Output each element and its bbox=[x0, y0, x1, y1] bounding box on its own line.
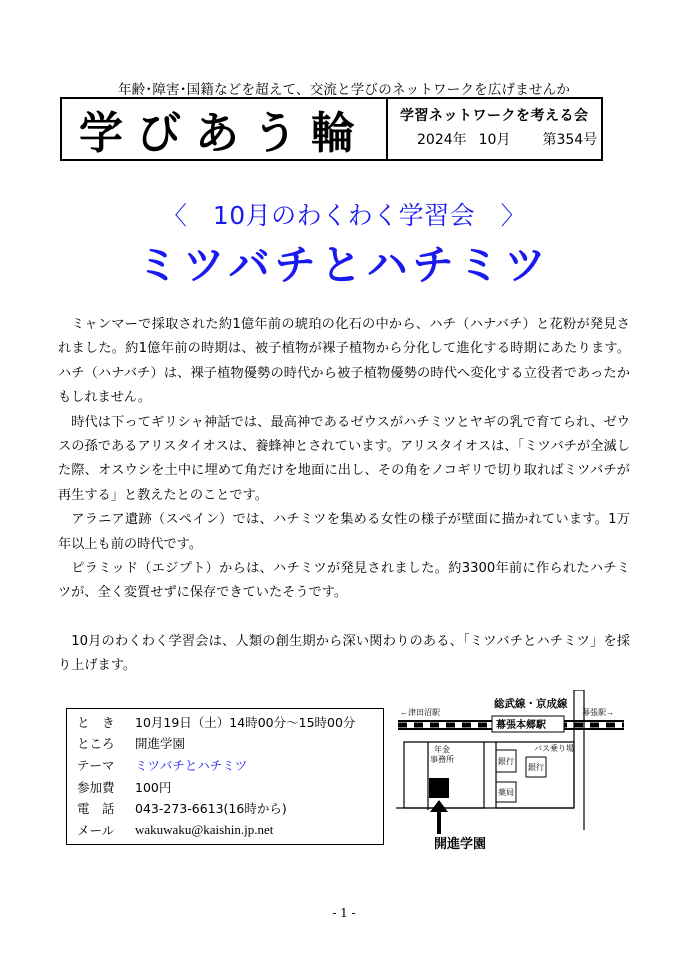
page-number: - 1 - bbox=[332, 906, 356, 920]
info-row-theme bbox=[77, 754, 383, 776]
map-pharmacy-label: 薬局 bbox=[498, 788, 514, 797]
article-paragraph: ピラミッド（エジプト）からは、ハチミツが発見されました。約3300年前に作られたハチミツが、全く変質せずに保存できていたそうです。 bbox=[58, 561, 630, 601]
info-value: 043-273-6613(16時から) bbox=[135, 801, 287, 817]
map-bus-stop-label: バス乗り場 bbox=[534, 744, 574, 753]
map-pension-office-label: 事務所 bbox=[430, 755, 454, 764]
map-pension-office-label: 年金 bbox=[434, 745, 450, 754]
info-row-date bbox=[77, 711, 383, 733]
school-building-marker bbox=[429, 778, 449, 798]
article-paragraph: ミャンマーで採取された約1億年前の琥珀の化石の中から、ハチ（ハナバチ）と花粉が発見されました。約1億年前の時期は、被子植物が裸子植物から分化して進化する時期にあたります。ハチ（ハナバチ）は、裸子植物優勢の時代から被子植物優勢の時代へ変化する立役者であったかもしれません。 bbox=[58, 317, 630, 406]
event-info-box bbox=[66, 708, 384, 845]
info-value: 開進学園 bbox=[135, 736, 186, 752]
map-line-name: 総武線・京成線 bbox=[494, 698, 568, 710]
info-label: 電 話 bbox=[77, 801, 115, 817]
info-label: メール bbox=[77, 822, 115, 838]
issue-line bbox=[400, 129, 601, 149]
article-paragraph: アラニア遺跡（スペイン）では、ハチミツを集める女性の様子が壁面に描かれています。1万年以上も前の時代です。 bbox=[58, 512, 630, 552]
organization-name: 学習ネットワークを考える会 bbox=[400, 108, 589, 124]
issue-year: 2024年 bbox=[417, 132, 467, 148]
info-row-phone bbox=[77, 797, 383, 819]
paragraph-spacer bbox=[58, 606, 630, 630]
masthead bbox=[60, 97, 603, 161]
map-bank-label: 銀行 bbox=[498, 757, 514, 766]
info-value: wakuwaku@kaishin.jp.net bbox=[135, 821, 274, 837]
access-map bbox=[396, 690, 626, 850]
info-row-fee bbox=[77, 776, 383, 798]
info-label: テーマ bbox=[77, 757, 115, 773]
event-headline: 〈 10月のわくわく学習会 〉 bbox=[161, 201, 527, 230]
info-label: と き bbox=[77, 714, 115, 730]
info-label: ところ bbox=[77, 736, 115, 752]
info-value: ミツバチとハチミツ bbox=[135, 757, 248, 773]
article-closing: 10月のわくわく学習会は、人類の創生期から深い関わりのある、「ミツバチとハチミツ」を採り上げます。 bbox=[58, 633, 630, 674]
info-label: 参加費 bbox=[77, 779, 115, 795]
article-body bbox=[58, 313, 630, 679]
newsletter-logo: 学びあう輪 bbox=[62, 99, 388, 159]
arrow-head-icon bbox=[430, 800, 448, 812]
publication-info bbox=[388, 99, 601, 159]
map-station-right: 幕張駅→ bbox=[582, 708, 614, 717]
header-tagline: 年齢･障害･国籍などを超えて、交流と学びのネットワークを広げませんか bbox=[117, 82, 571, 98]
info-row-place bbox=[77, 733, 383, 755]
article-paragraph: 時代は下ってギリシャ神話では、最高神であるゼウスがハチミツとヤギの乳で育てられ、ゼウスの孫であるアリスタイオスは、養蜂神とされています。アリスタイオスは、「ミツバチが全滅した際、オスウシを土中に埋めて角だけを地面に出し、その角をノコギリで切り取ればミツバチが再生する」と教えたとのことです。 bbox=[58, 414, 630, 503]
event-title: ミツバチとハチミツ bbox=[137, 241, 551, 289]
map-bank-label: 銀行 bbox=[528, 763, 544, 772]
map-destination-label: 開進学園 bbox=[434, 836, 487, 850]
issue-month: 10月 bbox=[478, 132, 511, 148]
issue-number: 第354号 bbox=[542, 132, 598, 148]
map-station-left: ←津田沼駅 bbox=[400, 708, 440, 717]
map-station-main: 幕張本郷駅 bbox=[496, 720, 546, 731]
info-value: 100円 bbox=[135, 779, 172, 795]
info-row-email bbox=[77, 819, 383, 841]
info-value: 10月19日（土）14時00分～15時00分 bbox=[135, 714, 356, 730]
